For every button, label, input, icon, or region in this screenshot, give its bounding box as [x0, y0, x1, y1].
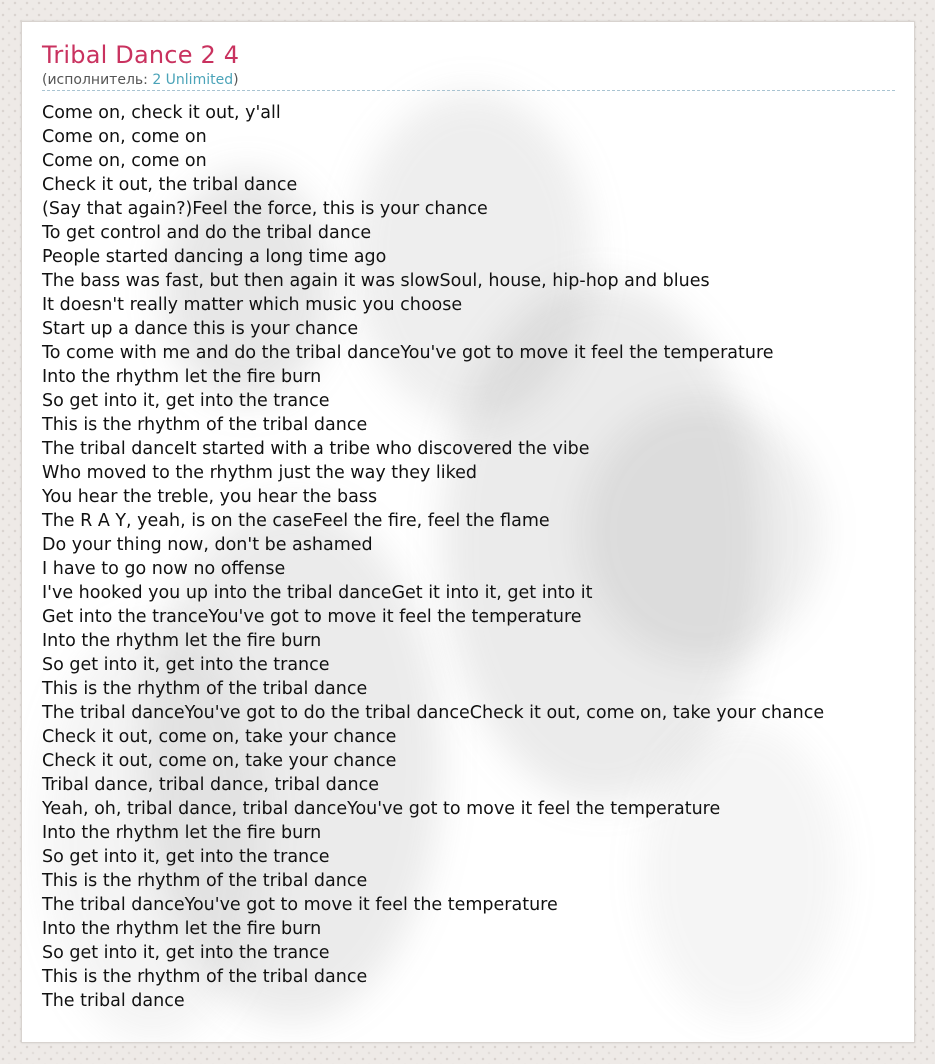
lyric-line: Tribal dance, tribal dance, tribal dance [42, 775, 379, 795]
lyric-line: So get into it, get into the trance [42, 943, 330, 963]
lyric-line: So get into it, get into the trance [42, 655, 330, 675]
lyric-line: This is the rhythm of the tribal dance [42, 415, 368, 435]
lyric-line: The tribal danceYou've got to move it feel the temperature [42, 895, 558, 915]
lyric-line: The tribal dance [42, 991, 185, 1011]
lyric-line: To come with me and do the tribal danceYou've got to move it feel the temperature [42, 343, 774, 363]
lyrics-card [21, 21, 915, 1043]
lyric-line: Come on, check it out, y'all [42, 103, 281, 123]
lyric-line: The tribal danceIt started with a tribe who discovered the vibe [42, 439, 590, 459]
lyric-line: Check it out, come on, take your chance [42, 727, 397, 747]
lyric-line: Into the rhythm let the fire burn [42, 919, 322, 939]
lyric-line: This is the rhythm of the tribal dance [42, 967, 368, 987]
lyric-line: So get into it, get into the trance [42, 847, 330, 867]
lyric-line: Come on, come on [42, 127, 207, 147]
lyric-line: The bass was fast, but then again it was slowSoul, house, hip-hop and blues [42, 271, 710, 291]
lyric-line: This is the rhythm of the tribal dance [42, 871, 368, 891]
lyric-line: Come on, come on [42, 151, 207, 171]
lyric-line: I've hooked you up into the tribal danceGet it into it, get into it [42, 583, 593, 603]
artist-link[interactable]: 2 Unlimited [152, 72, 234, 88]
artist-line [42, 71, 895, 91]
lyric-line: Into the rhythm let the fire burn [42, 823, 322, 843]
lyric-line: People started dancing a long time ago [42, 247, 387, 267]
lyric-line: Get into the tranceYou've got to move it feel the temperature [42, 607, 582, 627]
lyric-line: Yeah, oh, tribal dance, tribal danceYou've got to move it feel the temperature [42, 799, 721, 819]
lyric-line: The tribal danceYou've got to do the tribal danceCheck it out, come on, take your chance [42, 703, 825, 723]
lyric-line: Do your thing now, don't be ashamed [42, 535, 373, 555]
song-title: Tribal Dance 2 4 [42, 41, 240, 69]
lyric-line: So get into it, get into the trance [42, 391, 330, 411]
lyric-line: Who moved to the rhythm just the way they liked [42, 463, 478, 483]
lyric-line: You hear the treble, you hear the bass [42, 487, 378, 507]
lyric-line: I have to go now no offense [42, 559, 286, 579]
lyrics-text [42, 101, 895, 1013]
lyric-line: Into the rhythm let the fire burn [42, 631, 322, 651]
lyric-line: Check it out, come on, take your chance [42, 751, 397, 771]
artist-suffix: ) [233, 72, 239, 88]
lyric-line: Into the rhythm let the fire burn [42, 367, 322, 387]
lyric-line: This is the rhythm of the tribal dance [42, 679, 368, 699]
artist-prefix: (исполнитель: [42, 72, 153, 88]
lyrics-content [42, 40, 895, 1013]
lyric-line: Check it out, the tribal dance [42, 175, 298, 195]
lyric-line: To get control and do the tribal dance [42, 223, 372, 243]
lyric-line: Start up a dance this is your chance [42, 319, 359, 339]
lyric-line: The R A Y, yeah, is on the caseFeel the fire, feel the flame [42, 511, 550, 531]
lyric-line: It doesn't really matter which music you choose [42, 295, 463, 315]
lyric-line: (Say that again?)Feel the force, this is your chance [42, 199, 488, 219]
